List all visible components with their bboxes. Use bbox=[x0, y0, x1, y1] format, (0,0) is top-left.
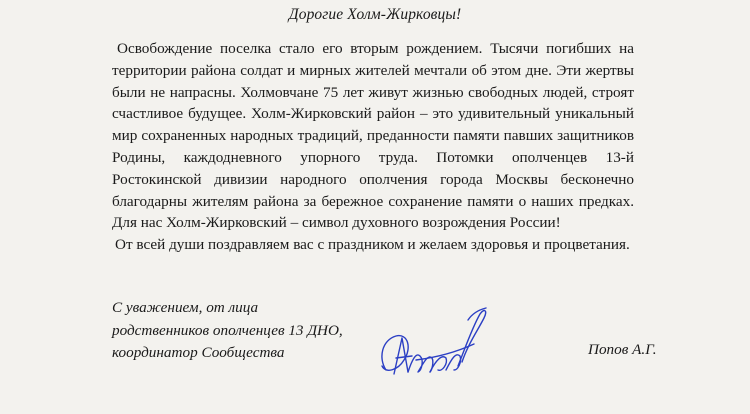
signer-name: Попов А.Г. bbox=[588, 341, 657, 358]
closing-line-1: С уважением, от лица bbox=[112, 299, 259, 316]
body-paragraph-2: От всей души поздравляем вас с праздником и желаем здоровья и процветания. bbox=[115, 236, 630, 254]
handwritten-signature bbox=[372, 300, 492, 390]
letter-body bbox=[112, 38, 634, 256]
closing-line-2: родственников ополченцев 13 ДНО, bbox=[112, 321, 343, 339]
closing-block bbox=[112, 297, 372, 365]
closing-line-3: координатор Сообщества bbox=[112, 344, 285, 361]
letter-greeting: Дорогие Холм-Жирковцы! bbox=[288, 6, 462, 23]
body-paragraph-1: Освобождение поселка стало его вторым рождением. Тысячи погибших на территории района солдат и мирных жителей мечтали об этом дне. Эти жертвы были не напрасны. Холмовчане 75 лет живут жизнью свободных людей, строят счастливое будущее. Холм-Жирковский район – это удивительный уникальный мир сохраненных народных традиций, преданности памяти павших защитников Родины, каждодневного упорного труда. Потомки ополченцев 13-й Ростокинской дивизии народного ополчения города Москвы бесконечно благодарны жителям района за бережное сохранение памяти о наших предках. Для нас Холм-Жирковский – символ духовного возрождения России! bbox=[112, 40, 634, 232]
